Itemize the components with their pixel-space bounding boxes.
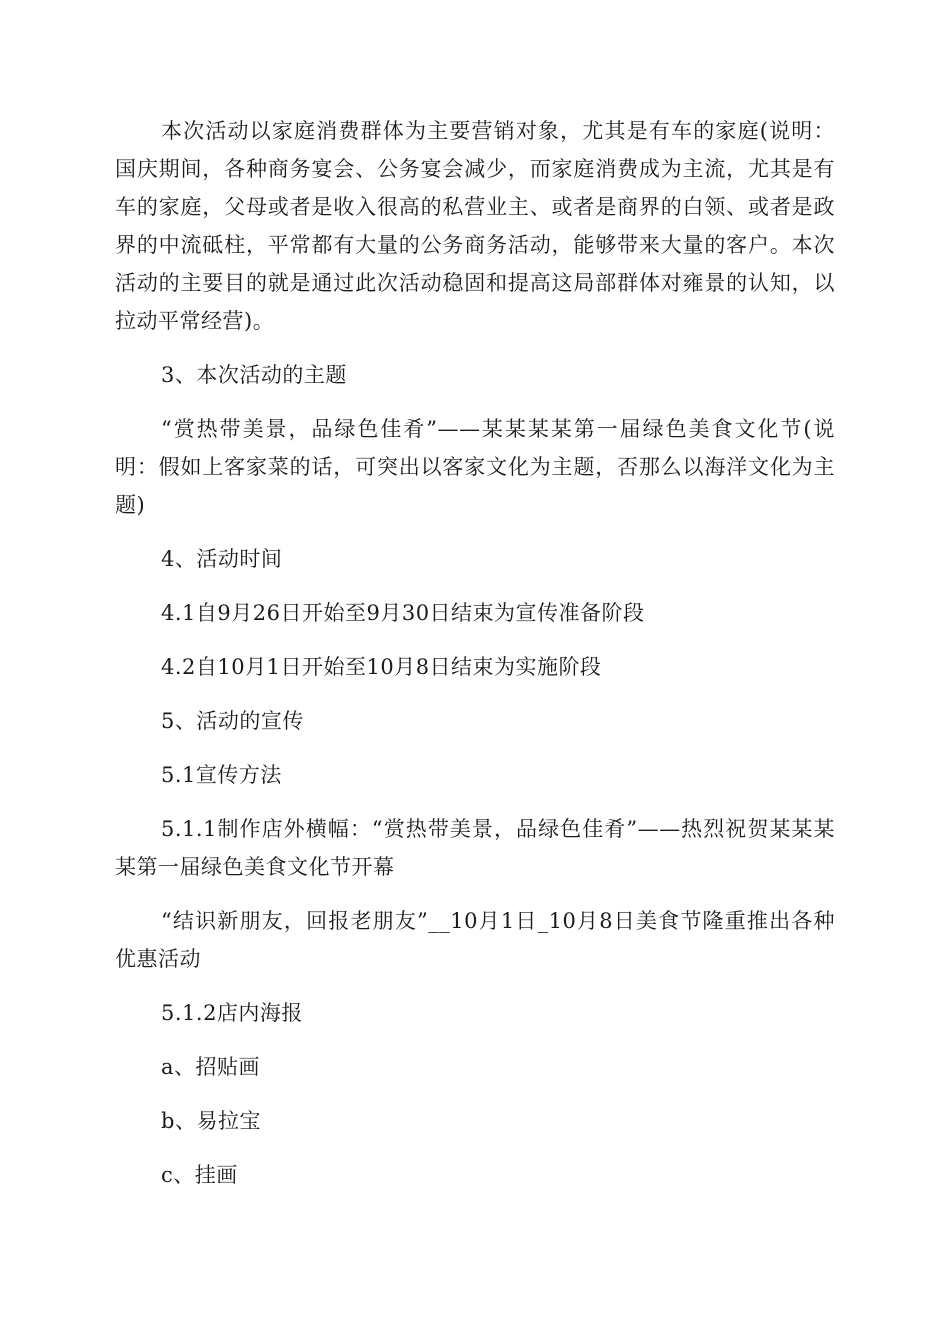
- list-item-poster-a: a、招贴画: [161, 1055, 261, 1079]
- paragraph-time-4-1: 4.1自9月26日开始至9月30日结束为宣传准备阶段: [161, 601, 645, 625]
- list-item-poster-b: b、易拉宝: [161, 1109, 261, 1133]
- paragraph-target-audience: 本次活动以家庭消费群体为主要营销对象，尤其是有车的家庭(说明：国庆期间，各种商务宴会、公务宴会减少，而家庭消费成为主流，尤其是有车的家庭，父母或者是收入很高的私营业主、或者是商界的白领、或者是政界的中流砥柱，平常都有大量的公务商务活动，能够带来大量的客户。本次活动的主要目的就是通过此次活动稳固和提高这局部群体对雍景的认知，以拉动平常经营)。: [115, 119, 835, 333]
- paragraph-time-4-2: 4.2自10月1日开始至10月8日结束为实施阶段: [161, 655, 602, 679]
- heading-theme: 3、本次活动的主题: [161, 363, 347, 387]
- document-body: [115, 112, 835, 1210]
- heading-instore-posters: 5.1.2店内海报: [161, 1001, 303, 1025]
- heading-promotion: 5、活动的宣传: [161, 709, 304, 733]
- paragraph-theme: “赏热带美景，品绿色佳肴”——某某某某第一届绿色美食文化节(说明：假如上客家菜的话，可突出以客家文化为主题，否那么以海洋文化为主题): [115, 417, 835, 517]
- heading-time: 4、活动时间: [161, 547, 283, 571]
- list-item-poster-c: c、挂画: [161, 1163, 238, 1187]
- paragraph-banner: 5.1.1制作店外横幅：“赏热带美景，品绿色佳肴”——热烈祝贺某某某某第一届绿色美食文化节开幕: [115, 817, 835, 879]
- paragraph-banner-slogan: “结识新朋友，回报老朋友”__10月1日_10月8日美食节隆重推出各种优惠活动: [115, 909, 835, 971]
- heading-promotion-method: 5.1宣传方法: [161, 763, 282, 787]
